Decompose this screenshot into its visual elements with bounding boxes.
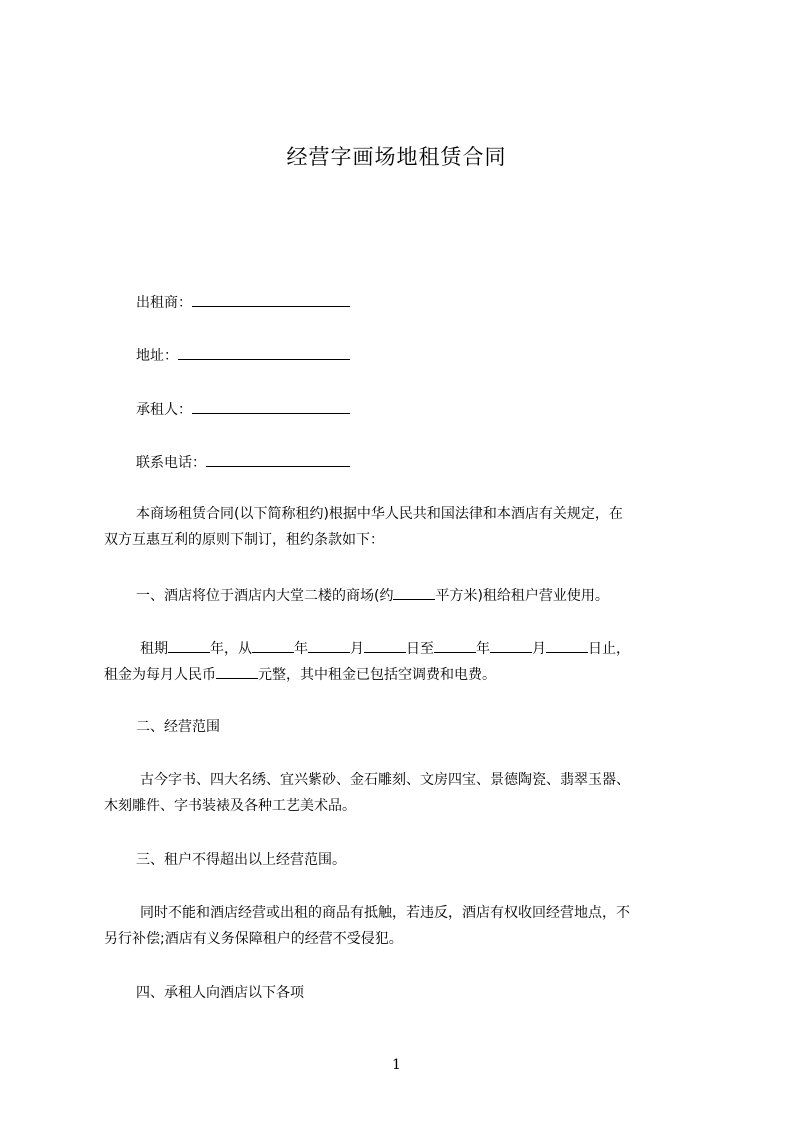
- rent-amount-blank: [216, 663, 258, 679]
- start-year-blank: [252, 637, 294, 653]
- phone-label: 联系电话：: [136, 455, 206, 471]
- rent-note: 元整，其中租金已包括空调费和电费。: [258, 667, 496, 683]
- end-month-label: 月: [532, 641, 546, 657]
- clause-3-line-1: 同时不能和酒店经营或出租的商品有抵触，若违反，酒店有权收回经营地点，不: [140, 905, 630, 921]
- rent-label: 租金为每月人民币: [104, 667, 216, 683]
- clause-2-heading: 二、经营范围: [136, 719, 220, 735]
- start-day-label: 日至: [406, 641, 434, 657]
- phone-field: [136, 451, 350, 473]
- intro-line-2: 双方互惠互利的原则下制订，租约条款如下：: [104, 532, 384, 548]
- lessee-field: [136, 398, 350, 420]
- rent-line: [104, 663, 496, 685]
- clause-1-part-1: 一、酒店将位于酒店内大堂二楼的商场(约: [136, 588, 394, 604]
- clause-4-heading: 四、承租人向酒店以下各项: [136, 985, 304, 1001]
- term-label: 租期: [140, 641, 168, 657]
- start-year-label: 年: [294, 641, 308, 657]
- lessor-field: [136, 291, 350, 313]
- address-label: 地址：: [136, 348, 178, 364]
- lessor-label: 出租商：: [136, 295, 192, 311]
- clause-2-line-1: 古今字书、四大名绣、宜兴紫砂、金石雕刻、文房四宝、景德陶瓷、翡翠玉器、: [140, 772, 630, 788]
- lessee-blank: [192, 398, 350, 414]
- start-month-blank: [308, 637, 350, 653]
- clause-1-part-2: 平方米)租给租户营业使用。: [435, 588, 609, 604]
- intro-line-1: 本商场租赁合同(以下简称租约)根据中华人民共和国法律和本酒店有关规定，在: [136, 506, 623, 522]
- clause-3-heading: 三、租户不得超出以上经营范围。: [136, 852, 346, 868]
- clause-3-line-2: 另行补偿;酒店有义务保障租户的经营不受侵犯。: [104, 931, 403, 947]
- clause-1: [136, 584, 609, 606]
- term-from-label: 年，从: [210, 641, 252, 657]
- address-blank: [178, 344, 350, 360]
- lessee-label: 承租人：: [136, 402, 192, 418]
- end-day-label: 日止，: [588, 641, 630, 657]
- start-month-label: 月: [350, 641, 364, 657]
- document-title: 经营字画场地租赁合同: [286, 145, 507, 169]
- lessor-blank: [192, 291, 350, 307]
- area-blank: [393, 584, 435, 600]
- page-number: 1: [392, 1057, 401, 1073]
- end-day-blank: [546, 637, 588, 653]
- address-field: [136, 344, 350, 366]
- end-year-label: 年: [476, 641, 490, 657]
- end-year-blank: [434, 637, 476, 653]
- phone-blank: [206, 451, 350, 467]
- start-day-blank: [364, 637, 406, 653]
- term-line: [140, 637, 630, 659]
- term-years-blank: [168, 637, 210, 653]
- clause-2-line-2: 木刻雕件、字书装裱及各种工艺美术品。: [104, 798, 356, 814]
- end-month-blank: [490, 637, 532, 653]
